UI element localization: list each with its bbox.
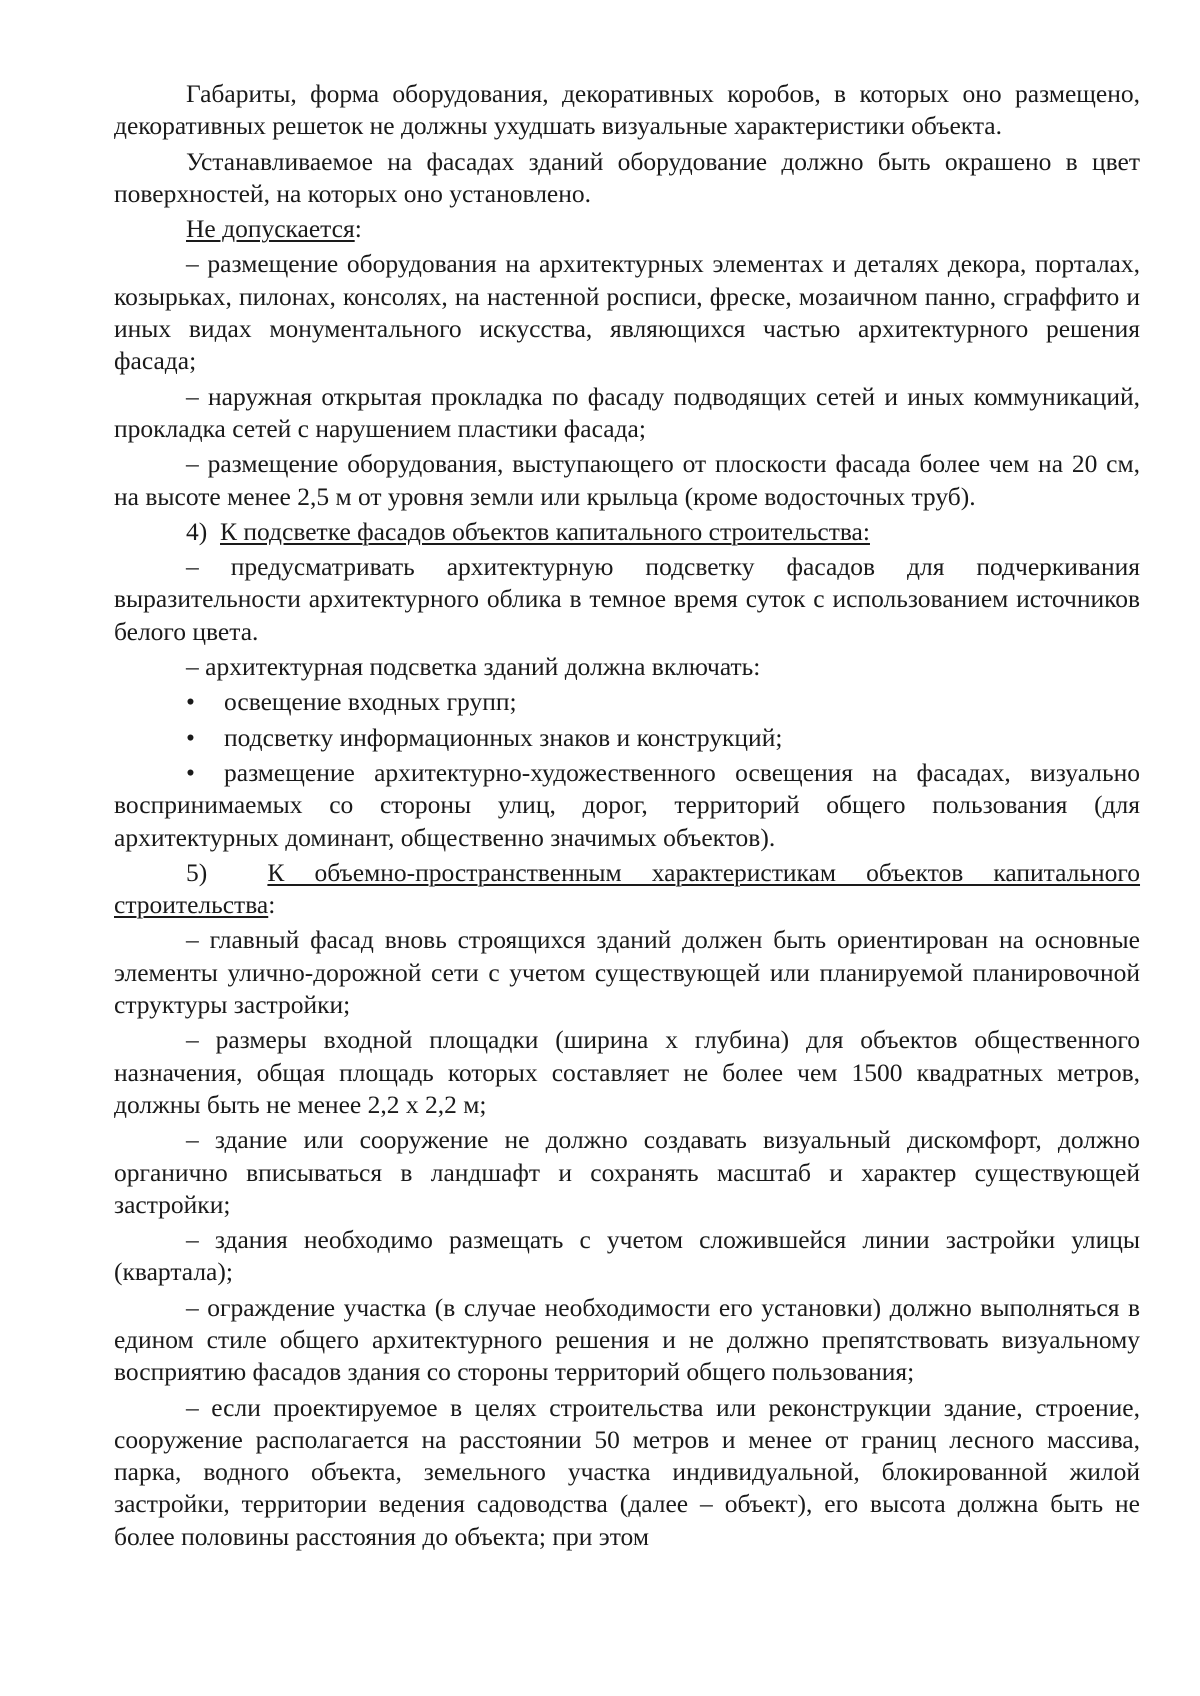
bullet-text: подсветку информационных знаков и конструкций;	[224, 722, 783, 752]
list-item-architectural-lighting: – предусматривать архитектурную подсветку фасадов для подчеркивания выразительности архитектурного облика в темное время суток с использованием источников белого цвета.	[114, 552, 1140, 646]
list-item-lighting-includes: – архитектурная подсветка зданий должна включать:	[186, 652, 761, 682]
bullet-item-entrance-lighting	[114, 686, 1140, 718]
not-allowed-label: Не допускается	[186, 214, 355, 244]
section-title: К объемно-пространственным характеристикам объектов капитального строительства	[114, 857, 1141, 920]
section-number: 5)	[186, 857, 208, 887]
list-item-protruding-equipment: – размещение оборудования, выступающего от плоскости фасада более чем на 20 см, на высоте менее 2,5 м от уровня земли или крыльца (кроме водосточных труб).	[114, 449, 1140, 511]
list-item-fencing: – ограждение участка (в случае необходимости его установки) должно выполняться в едином стиле общего архитектурного решения и не должно препятствовать визуальному восприятию фасадов здания со стороны территорий общего пользования;	[114, 1292, 1140, 1387]
section-title-colon: :	[268, 890, 276, 920]
section-number: 4)	[186, 516, 208, 546]
list-item-main-facade: – главный фасад вновь строящихся зданий должен быть ориентирован на основные элементы улично-дорожной сети с учетом существующей или планируемой планировочной структуры застройки;	[114, 925, 1140, 1020]
not-allowed-colon: :	[354, 214, 362, 244]
list-item-external-networks: – наружная открытая прокладка по фасаду подводящих сетей и иных коммуникаций, прокладка сетей с нарушением пластики фасада;	[114, 381, 1140, 443]
bullet-text: освещение входных групп;	[224, 687, 517, 717]
bullet-icon: •	[186, 757, 195, 787]
bullet-icon: •	[186, 722, 195, 752]
section-heading-spatial	[114, 857, 1140, 922]
bullet-item-sign-lighting	[114, 722, 1140, 754]
bullet-item-artistic-lighting	[114, 757, 1140, 854]
paragraph-equipment-color: Устанавливаемое на фасадах зданий оборудование должно быть окрашено в цвет поверхностей, на которых оно установлено.	[114, 146, 1140, 208]
section-title: К подсветке фасадов объектов капитального строительства:	[220, 516, 870, 546]
list-item-building-line: – здания необходимо размещать с учетом сложившейся линии застройки улицы (квартала);	[114, 1225, 1140, 1287]
list-item-visual-comfort: – здание или сооружение не должно создавать визуальный дискомфорт, должно органично вписываться в ландшафт и сохранять масштаб и характер существующей застройки;	[114, 1125, 1140, 1219]
list-item-entrance-platform: – размеры входной площадки (ширина х глубина) для объектов общественного назначения, общая площадь которых составляет не более чем 1500 квадратных метров, должны быть не менее 2,2 х 2,2 м;	[114, 1025, 1140, 1119]
paragraph-not-allowed-heading	[114, 213, 1140, 245]
bullet-text: размещение архитектурно-художественного освещения на фасадах, визуально воспринимаемых со стороны улиц, дорог, территорий общего пользования (для архитектурных доминант, общественно значимых объектов).	[114, 757, 1140, 852]
list-item-height-limit: – если проектируемое в целях строительства или реконструкции здание, строение, сооружение располагается на расстоянии 50 метров и менее от границ лесного массива, парка, водного объекта, земельного участка индивидуальной, блокированной жилой застройки, территории ведения садоводства (далее – объект), его высота должна быть не более половины расстояния до объекта; при этом	[114, 1392, 1140, 1551]
section-heading-lighting	[114, 516, 1140, 548]
paragraph-equipment-dimensions: Габариты, форма оборудования, декоративных коробов, в которых оно размещено, декоративных решеток не должны ухудшать визуальные характеристики объекта.	[114, 79, 1140, 141]
list-item-decor-placement: – размещение оборудования на архитектурных элементах и деталях декора, порталах, козырьках, пилонах, консолях, на настенной росписи, фреске, мозаичном панно, сграффито и иных видах монументального искусства, являющихся частью архитектурного решения фасада;	[114, 249, 1140, 376]
bullet-icon: •	[186, 687, 195, 717]
